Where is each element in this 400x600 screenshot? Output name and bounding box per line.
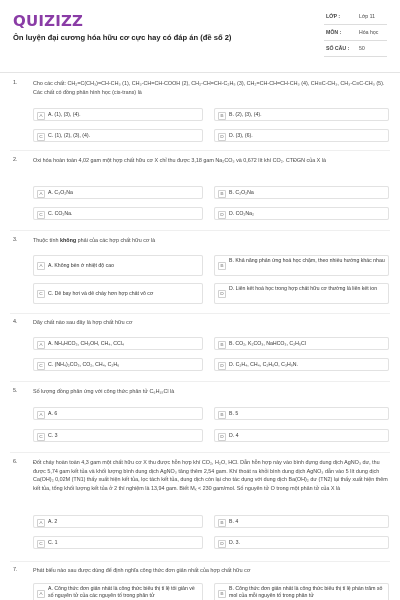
option-letter: C <box>37 290 45 298</box>
option-letter: B <box>218 341 226 349</box>
option-text: D. (3), (6). <box>229 133 253 140</box>
option-text: B. Công thức đơn giản nhất là công thức biểu thị tỉ lệ phần trăm số mol của mỗi nguyên tố trong phân tử <box>229 586 383 599</box>
option-c[interactable] <box>33 129 203 142</box>
option-a[interactable] <box>33 255 203 276</box>
question-3 <box>0 237 400 309</box>
question-divider <box>10 230 390 231</box>
question-number: 1. <box>13 80 18 86</box>
option-d[interactable] <box>214 207 389 220</box>
option-text: B. 4 <box>229 519 239 526</box>
option-letter: C <box>37 433 45 441</box>
option-letter: C <box>37 540 45 548</box>
option-a[interactable] <box>33 583 203 600</box>
option-text: B. Khả năng phản ứng hoá học chậm, theo nhiều hướng khác nhau <box>229 258 385 264</box>
question-stem <box>33 237 388 246</box>
option-text: D. 4 <box>229 433 239 440</box>
question-stem: Đốt cháy hoàn toàn 4,3 gam một chất hữu cơ X thu được hỗn hợp khí CO₂, H₂O, HCl. Dẫn hỗn hợp này vào bình đựng dung dịch AgNO₃ dư, thu được 5,74 gam kết tủa và khối lượng bình dung dịch AgNO₃ tăng thêm 2,54 gam. Khí thoát ra khỏi bình dung dịch AgNO₃ dẫn vào 5 lít dung dịch Ca(OH)₂ 0,02M (TN1) thấy xuất hiện kết tủa, lọc tách kết tủa, dung dịch còn lại cho tác dụng với dung dịch Ba(OH)₂ dư (TN2) lại thấy xuất hiện thêm kết tủa, tổng khối lượng kết tủa ở 2 thí nghiệm là 13,94 gam. Biết Mₓ < 230 gam/mol. Số nguyên tử O trong một phân tử của X là <box>33 460 388 492</box>
option-d[interactable] <box>214 283 389 304</box>
option-b[interactable] <box>214 337 389 350</box>
option-letter: A <box>37 590 45 598</box>
question-5 <box>0 388 400 446</box>
question-stem: Số lượng đồng phân ứng với công thức phân tử C₆H₁₅Cl là <box>33 389 175 395</box>
option-text: A. 2 <box>48 519 58 526</box>
stem-text: Thuộc tính <box>33 238 60 244</box>
option-b[interactable] <box>214 583 389 600</box>
stem-text: phải của các hợp chất hữu cơ là <box>76 238 156 244</box>
option-text: A. C₃O₂Na <box>48 190 73 197</box>
option-d[interactable] <box>214 129 389 142</box>
option-c[interactable] <box>33 283 203 304</box>
option-letter: C <box>37 211 45 219</box>
option-letter: B <box>218 190 226 198</box>
option-letter: B <box>218 262 226 270</box>
option-b[interactable] <box>214 108 389 121</box>
question-divider <box>10 313 390 314</box>
option-a[interactable] <box>33 515 203 528</box>
question-stem: Cho các chất: CH₂=C(CH₃)=CH-CH₃ (1), CH₃-CH=CH-COOH (2), CH₂-CH=CH-C₂H₅ (3), CH₂=CH-CH=CH-CH₃ (4), CH≡C-CH₃, CH₃-C≡C-CH₃ (5). Các chất có đồng phân hình học (cis-trans) là <box>33 81 385 96</box>
option-text: D. 3. <box>229 540 240 547</box>
option-text: D. CO₂Na₂ <box>229 211 255 218</box>
question-6 <box>0 459 400 555</box>
meta-divider <box>324 24 387 25</box>
option-d[interactable] <box>214 358 389 371</box>
option-letter: D <box>218 362 226 370</box>
option-text: C. Dễ bay hơi và dễ cháy hơn hợp chất vô cơ <box>48 291 154 297</box>
meta-value-count: 50 <box>359 46 365 52</box>
option-text: A. Không bền ở nhiệt độ cao <box>48 263 114 269</box>
question-divider <box>10 381 390 382</box>
meta-value-class: Lớp 11 <box>359 14 375 20</box>
option-letter: A <box>37 341 45 349</box>
option-a[interactable] <box>33 186 203 199</box>
question-number: 2. <box>13 157 18 163</box>
option-letter: D <box>218 211 226 219</box>
stem-emphasis: không <box>59 238 77 244</box>
option-letter: C <box>37 362 45 370</box>
option-c[interactable] <box>33 207 203 220</box>
option-letter: D <box>218 290 226 298</box>
question-number: 4. <box>13 319 18 325</box>
option-c[interactable] <box>33 429 203 442</box>
question-1 <box>0 80 400 150</box>
page-title: Ôn luyện đại cương hóa hữu cơ cực hay có đáp án (đề số 2) <box>13 33 232 42</box>
option-text: B. 5 <box>229 411 239 418</box>
question-divider <box>10 150 390 151</box>
question-stem: Dãy chất nào sau đây là hợp chất hữu cơ <box>33 320 133 326</box>
question-stem: Oxi hóa hoàn toàn 4,02 gam một hợp chất hữu cơ X chỉ thu được 3,18 gam Na₂CO₃ và 0,672 lít khí CO₂. CTĐGN của X là <box>33 158 326 164</box>
quizizz-logo[interactable]: QUIZIZZ <box>13 12 84 30</box>
option-a[interactable] <box>33 337 203 350</box>
header-divider <box>0 72 400 73</box>
option-text: C. CO₂Na. <box>48 211 73 218</box>
option-d[interactable] <box>214 536 389 549</box>
option-text: C. 1 <box>48 540 58 547</box>
option-text: B. CO₂, K₂CO₃, NaHCO₃, C₂H₅Cl <box>229 341 306 348</box>
question-divider <box>10 561 390 562</box>
option-letter: A <box>37 112 45 120</box>
question-number: 3. <box>13 237 18 243</box>
option-letter: B <box>218 519 226 527</box>
option-text: C. (NH₄)₂CO₃, CO₂, CH₄, C₂H₆ <box>48 362 120 369</box>
option-text: A. Công thức đơn giản nhất là công thức biểu thị tỉ lệ tối giản về số nguyên tử của các nguyên tố trong phân tử <box>48 586 195 599</box>
option-text: A. (1), (3), (4). <box>48 112 81 119</box>
option-b[interactable] <box>214 255 389 276</box>
option-b[interactable] <box>214 407 389 420</box>
question-number: 6. <box>13 459 18 465</box>
option-d[interactable] <box>214 429 389 442</box>
option-letter: D <box>218 540 226 548</box>
option-b[interactable] <box>214 186 389 199</box>
question-divider <box>10 452 390 453</box>
option-c[interactable] <box>33 536 203 549</box>
option-letter: B <box>218 590 226 598</box>
option-letter: B <box>218 112 226 120</box>
option-letter: D <box>218 133 226 141</box>
option-text: C. 3 <box>48 433 58 440</box>
meta-label-subject: MÔN : <box>326 30 342 36</box>
option-a[interactable] <box>33 407 203 420</box>
meta-label-count: SỐ CÂU : <box>326 46 350 52</box>
option-letter: A <box>37 262 45 270</box>
meta-divider <box>324 40 387 41</box>
option-b[interactable] <box>214 515 389 528</box>
question-number: 5. <box>13 388 18 394</box>
meta-value-subject: Hóa học <box>359 30 379 36</box>
option-letter: D <box>218 433 226 441</box>
option-text: D. Liên kết hoá học trong hợp chất hữu cơ thường là liên kết ion <box>229 286 378 292</box>
question-4 <box>0 319 400 377</box>
option-text: A. 6 <box>48 411 58 418</box>
question-7 <box>0 567 400 600</box>
option-c[interactable] <box>33 358 203 371</box>
option-letter: A <box>37 190 45 198</box>
question-stem: Phát biểu nào sau được dùng để định nghĩa công thức đơn giản nhất của hợp chất hữu cơ <box>33 568 251 574</box>
meta-divider <box>324 56 387 57</box>
option-text: A. NH₄HCO₃, CH₃OH, CH₄, CCl₄ <box>48 341 124 348</box>
worksheet-header <box>0 0 400 70</box>
option-letter: B <box>218 411 226 419</box>
question-2 <box>0 157 400 227</box>
meta-label-class: LỚP : <box>326 14 341 20</box>
option-text: C. (1), (2), (3), (4). <box>48 133 91 140</box>
question-number: 7. <box>13 567 18 573</box>
option-text: B. (2), (3), (4). <box>229 112 262 119</box>
option-letter: C <box>37 133 45 141</box>
option-text: D. C₂H₄, CH₄, C₂H₆O, C₃H₉N. <box>229 362 298 369</box>
option-letter: A <box>37 411 45 419</box>
option-a[interactable] <box>33 108 203 121</box>
option-letter: A <box>37 519 45 527</box>
option-text: B. C₂O₂Na <box>229 190 254 197</box>
